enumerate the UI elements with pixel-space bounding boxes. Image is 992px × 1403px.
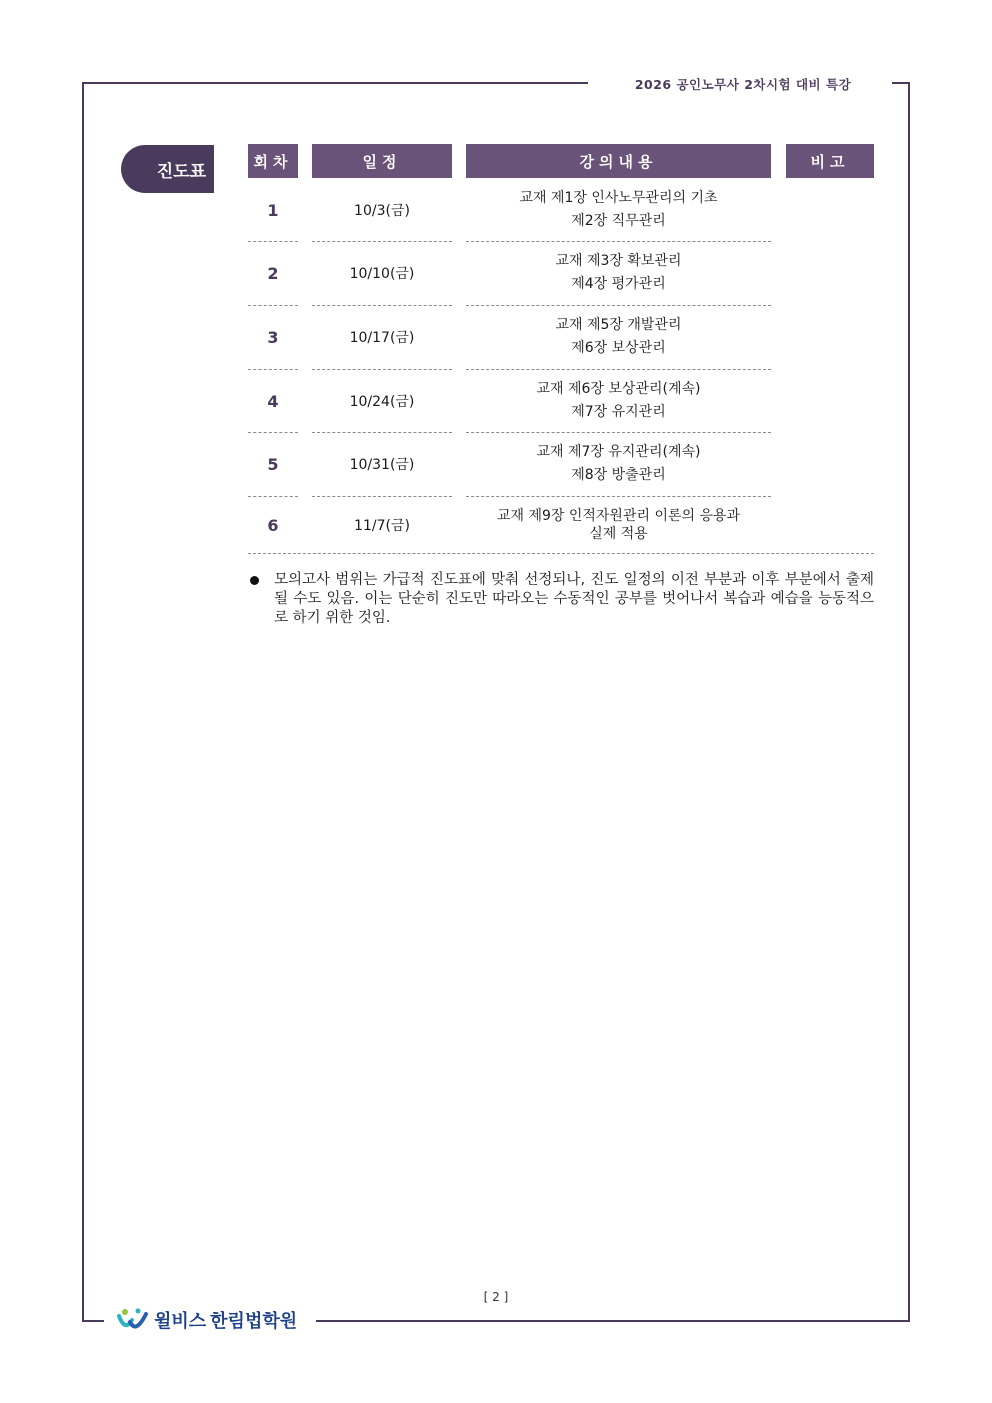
page-number: [ 2 ]: [483, 1290, 509, 1304]
column-header-date: 일정: [312, 144, 452, 178]
footer-logo: [116, 1305, 297, 1335]
row-content-line2: 제7장 유지관리: [571, 404, 666, 420]
row-divider: [466, 369, 771, 370]
table-bottom-divider: [248, 553, 874, 554]
row-divider: [248, 432, 298, 433]
frame-bottom-left-line: [82, 1320, 104, 1322]
table-row: [248, 248, 874, 304]
row-divider: [248, 496, 298, 497]
row-divider: [466, 496, 771, 497]
row-round: 3: [267, 327, 279, 347]
table-row: [248, 376, 874, 432]
column-header-round: 회차: [248, 144, 298, 178]
row-content-line2: 제8장 방출관리: [571, 467, 666, 483]
logo-icon: [116, 1306, 150, 1334]
row-content-line1: 교재 제5장 개발관리: [555, 317, 682, 333]
row-divider: [466, 432, 771, 433]
frame-bottom-right-line: [316, 1320, 910, 1322]
bullet-icon: [250, 576, 259, 585]
page-header-title: 2026 공인노무사 2차시험 대비 특강: [634, 77, 852, 92]
row-content: [466, 503, 771, 547]
row-date: 10/3(금): [354, 203, 410, 219]
row-round: 4: [267, 391, 279, 411]
row-content: [466, 248, 771, 298]
row-divider: [312, 241, 452, 242]
row-divider: [466, 305, 771, 306]
logo-text-brand: 윌비스: [154, 1311, 207, 1332]
column-header-note: 비고: [786, 144, 874, 178]
row-divider: [312, 369, 452, 370]
logo-text-academy: 한림법학원: [210, 1311, 298, 1332]
frame-left-line: [82, 82, 84, 1322]
row-content: [466, 185, 771, 235]
row-divider: [248, 241, 298, 242]
row-round: 1: [267, 200, 279, 220]
row-divider: [312, 432, 452, 433]
row-divider: [466, 241, 771, 242]
note-text: 모의고사 범위는 가급적 진도표에 맞춰 선정되나, 진도 일정의 이전 부분과 이후 부분에서 출제될 수도 있음. 이는 단순히 진도만 따라오는 수동적인 공부를 벗어나서 복습과 예습을 능동적으로 하기 위한 것임.: [274, 572, 874, 626]
row-round: 5: [267, 454, 279, 474]
side-tab-schedule: [121, 145, 214, 193]
row-content: [466, 376, 771, 426]
row-date: 11/7(금): [354, 518, 410, 534]
row-divider: [248, 305, 298, 306]
row-content-line1: 교재 제3장 확보관리: [555, 253, 682, 269]
row-content-line2: 제6장 보상관리: [571, 340, 666, 356]
table-row: [248, 185, 874, 241]
row-round: 2: [267, 263, 279, 283]
row-content-line1: 교재 제6장 보상관리(계속): [536, 381, 701, 397]
row-content-line1: 교재 제1장 인사노무관리의 기초: [519, 190, 718, 206]
row-content-line1: 교재 제9장 인적자원관리 이론의 응용과: [496, 508, 741, 524]
table-row: [248, 503, 874, 547]
row-divider: [312, 305, 452, 306]
row-divider: [248, 369, 298, 370]
row-date: 10/10(금): [349, 266, 415, 282]
row-content-line2: 제4장 평가관리: [571, 276, 666, 292]
row-content-line1: 교재 제7장 유지관리(계속): [536, 444, 701, 460]
row-content: [466, 312, 771, 362]
note-block: [248, 571, 874, 628]
row-content: [466, 439, 771, 489]
row-round: 6: [267, 515, 279, 535]
row-content-line2: 실제 적용: [589, 526, 648, 542]
table-row: [248, 439, 874, 495]
row-date: 10/31(금): [349, 457, 415, 473]
row-date: 10/24(금): [349, 394, 415, 410]
frame-top-left-line: [82, 82, 588, 84]
column-header-content: 강의내용: [466, 144, 771, 178]
table-row: [248, 312, 874, 368]
row-date: 10/17(금): [349, 330, 415, 346]
frame-right-line: [908, 82, 910, 1322]
row-content-line2: 제2장 직무관리: [571, 213, 666, 229]
row-divider: [312, 496, 452, 497]
side-tab-label: 진도표: [156, 161, 206, 182]
